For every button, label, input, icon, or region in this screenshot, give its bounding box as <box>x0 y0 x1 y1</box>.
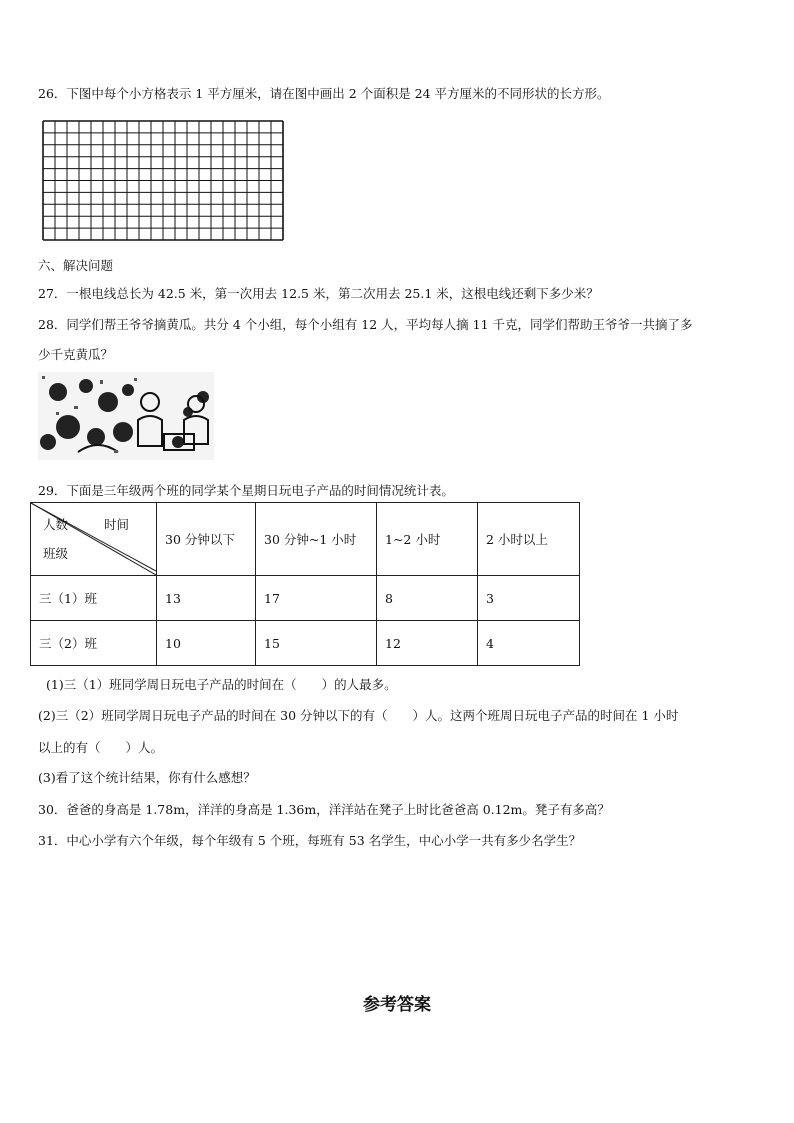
table-row <box>31 576 580 621</box>
column-header: 30 分钟~1 小时 <box>256 503 377 576</box>
row-label: 三（1）班 <box>31 576 157 621</box>
question-29-sub1: (1)三（1）班同学周日玩电子产品的时间在（ ）的人最多。 <box>46 677 397 692</box>
column-header: 1~2 小时 <box>377 503 478 576</box>
question-28-line1: 28．同学们帮王爷爷摘黄瓜。共分 4 个小组，每个小组有 12 人，平均每人摘 11 千克，同学们帮助王爷爷一共摘了多 <box>38 317 693 332</box>
corner-cell <box>31 503 157 576</box>
table-cell: 4 <box>478 621 580 666</box>
question-29-intro: 29．下面是三年级两个班的同学某个星期日玩电子产品的时间情况统计表。 <box>38 483 454 498</box>
column-header: 30 分钟以下 <box>157 503 256 576</box>
table-cell: 10 <box>157 621 256 666</box>
table-header-row <box>31 503 580 576</box>
question-27: 27．一根电线总长为 42.5 米，第一次用去 12.5 米，第二次用去 25.1 米，这根电线还剩下多少米？ <box>38 286 599 301</box>
section-title: 六、解决问题 <box>38 258 114 273</box>
table-cell: 13 <box>157 576 256 621</box>
question-28-line2: 少千克黄瓜？ <box>38 347 114 362</box>
corner-class-label: 班级 <box>43 546 69 561</box>
question-29-sub3: (3)看了这个统计结果，你有什么感想？ <box>38 770 256 785</box>
table-cell: 17 <box>256 576 377 621</box>
table-cell: 15 <box>256 621 377 666</box>
answers-title: 参考答案 <box>363 995 431 1015</box>
square-grid <box>42 120 284 241</box>
table-row <box>31 621 580 666</box>
corner-time-label: 时间 <box>104 517 130 532</box>
diagonal-lines <box>31 503 156 575</box>
question-29-sub2-line2: 以上的有（ ）人。 <box>38 740 164 755</box>
table-cell: 3 <box>478 576 580 621</box>
table-cell: 8 <box>377 576 478 621</box>
question-26: 26．下图中每个小方格表示 1 平方厘米，请在图中画出 2 个面积是 24 平方厘米的不同形状的长方形。 <box>38 86 610 101</box>
question-29-sub2-line1: (2)三（2）班同学周日玩电子产品的时间在 30 分钟以下的有（ ）人。这两个班周日玩电子产品的时间在 1 小时 <box>38 708 679 723</box>
table-cell: 12 <box>377 621 478 666</box>
row-label: 三（2）班 <box>31 621 157 666</box>
cucumber-picking-illustration <box>38 372 214 460</box>
column-header: 2 小时以上 <box>478 503 580 576</box>
question-30: 30．爸爸的身高是 1.78m，洋洋的身高是 1.36m，洋洋站在凳子上时比爸爸高 0.12m。凳子有多高？ <box>38 802 610 817</box>
grid-drawing <box>42 120 284 241</box>
stats-table <box>30 502 580 666</box>
corner-people-label: 人数 <box>43 517 69 532</box>
question-31: 31．中心小学有六个年级，每个年级有 5 个班，每班有 53 名学生，中心小学一共有多少名学生？ <box>38 833 582 848</box>
